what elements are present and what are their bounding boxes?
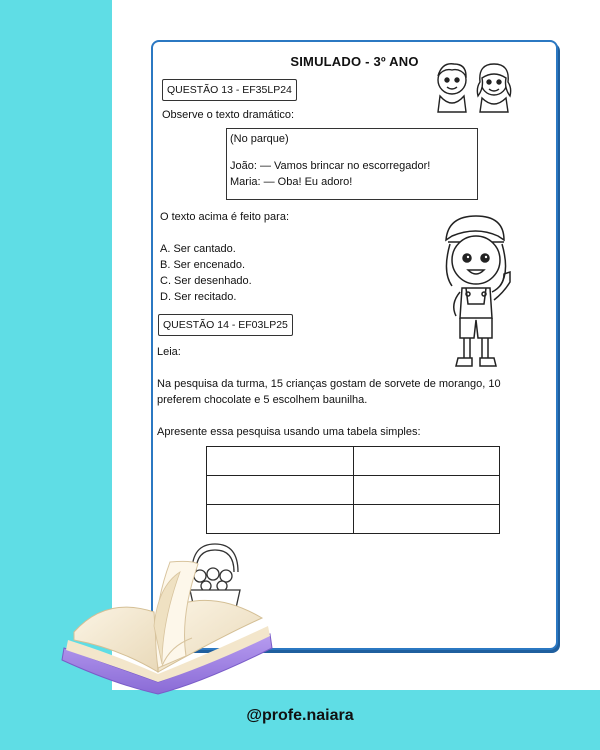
table-row — [207, 447, 500, 476]
worksheet-title: SIMULADO - 3º ANO — [290, 54, 419, 69]
dialog-line-maria: Maria: — Oba! Eu adoro! — [230, 176, 353, 188]
option-d: D. Ser recitado. — [160, 291, 237, 303]
table-cell[interactable] — [207, 476, 354, 505]
question-14-prompt: Leia: — [157, 346, 181, 358]
stage-direction: (No parque) — [230, 133, 289, 145]
table-cell[interactable] — [353, 447, 500, 476]
table-cell[interactable] — [207, 505, 354, 534]
question-13-question: O texto acima é feito para: — [160, 211, 290, 223]
table-cell[interactable] — [353, 476, 500, 505]
question-13-options — [160, 241, 252, 305]
option-a: A. Ser cantado. — [160, 243, 236, 255]
table-cell[interactable] — [207, 447, 354, 476]
question-14-text-line1: Na pesquisa da turma, 15 crianças gostam de sorvete de morango, 10 — [157, 378, 501, 390]
dialog-box — [226, 128, 478, 200]
survey-table[interactable] — [206, 446, 500, 534]
two-kids-illustration — [430, 58, 520, 114]
question-14-code: QUESTÃO 14 - EF03LP25 — [158, 314, 293, 336]
option-c: C. Ser desenhado. — [160, 275, 252, 287]
table-cell[interactable] — [353, 505, 500, 534]
dialog-line-joao: João: — Vamos brincar no escorregador! — [230, 160, 431, 172]
question-14-text-line2: preferem chocolate e 5 escolhem baunilha. — [157, 394, 368, 406]
question-13-prompt: Observe o texto dramático: — [162, 109, 295, 121]
table-row — [207, 476, 500, 505]
option-b: B. Ser encenado. — [160, 259, 246, 271]
open-book-icon — [58, 556, 278, 696]
author-handle: @profe.naiara — [246, 707, 354, 724]
question-14-instruction: Apresente essa pesquisa usando uma tabela simples: — [157, 426, 421, 438]
girl-illustration — [438, 212, 518, 374]
question-13-code: QUESTÃO 13 - EF35LP24 — [162, 79, 297, 101]
table-row — [207, 505, 500, 534]
